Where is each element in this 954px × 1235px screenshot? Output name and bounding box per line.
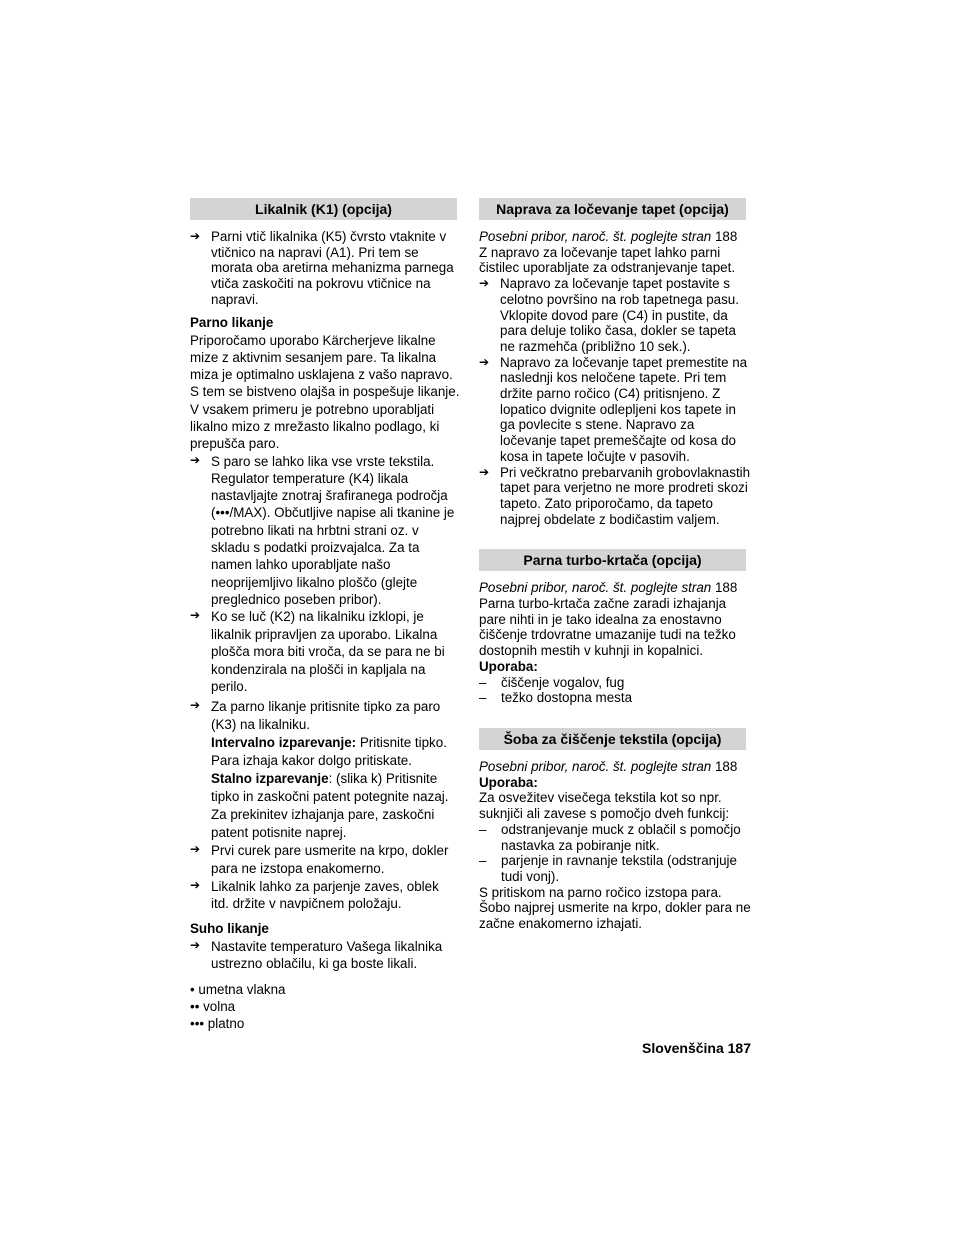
item-text: S paro se lahko lika vse vrste tekstila. Regulator temperature (K4) likala nastavljajte znotraj šrafiranega področja (•••/MAX). Občutljive napise ali tkanine je potrebno likati na hrbtni strani oz. v skladu s podatki proizvajalca. Za ta namen lahko uporabljate našo neoprijemljivo likalno ploščo (glejte preglednico poseben pribor). [211,453,455,607]
dash-bullet: – [479,674,487,690]
item-text: Parni vtič likalnika (K5) čvrsto vtaknite v vtičnico na napravi (A1). Pri tem se morata oba aretirna mehanizma parnega vtiča zaskočiti na pokrovu vtičnice na napravi. [211,229,454,307]
list-item [190,842,460,878]
paragraph: Parna turbo-krtača začne zaradi izhajanja pare nihti in je tako idealna za enostavno čiščenje trdovratne umazanije tudi na težko dostopnih mestih v kuhnji in kopalnici. [479,596,736,659]
item-text: Likalnik lahko za parjenje zaves, oblek itd. držite v navpičnem položaju. [211,878,439,911]
paragraph: Priporočamo uporabo Kärcherjeve likalne mize z aktivnim sesanjem pare. Ta likalna miza je optimalno usklajena z vašo napravo. S tem se bistveno olajša in pospešuje likanje. V vsakem primeru je potrebno uporabljati likalno mizo z mrežasto likalno podlago, ki prepušča paro. [190,332,460,452]
subheading-dry-ironing: Suho likanje [190,920,269,936]
paragraph [211,770,460,842]
dash-bullet: – [479,690,487,706]
arrow-right-icon: ➔ [479,464,490,479]
item-text-group [211,698,460,842]
arrow-right-icon: ➔ [190,937,201,952]
arrow-right-icon: ➔ [190,452,201,467]
paragraph: Šobo najprej usmerite na krpo, dokler para ne začne enakomerno izhajati. [479,900,751,932]
list-item [479,355,751,465]
paragraph [211,734,460,770]
paragraph: Z napravo za ločevanje tapet lahko parni čistilec uporabljate za odstranjevanje tapet. [479,244,736,276]
item-text: parjenje in ravnanje tekstila (odstranjuje tudi vonj). [501,853,737,884]
item-text: Napravo za ločevanje tapet postavite s celotno površino na rob tapetnega pasu. Vklopite dovod pare (C4) in pustite, da para deluje toliko časa, dokler se tapeta ne razmehča (približno 10 sek.). [500,276,739,354]
accessory-note [479,580,751,596]
section-heading-textile-nozzle: Šoba za čiščenje tekstila (opcija) [479,728,746,750]
accessory-note [479,229,751,245]
subheading-steam-ironing: Parno likanje [190,314,274,330]
list-item [479,465,751,528]
arrow-right-icon: ➔ [479,276,490,291]
item-text: Prvi curek pare usmerite na krpo, dokler para ne izstopa enakomerno. [211,842,449,876]
arrow-right-icon: ➔ [190,697,201,712]
paragraph: S pritiskom na parno ročico izstopa para. [479,884,722,900]
label-interval: Intervalno izparevanje: [211,734,357,750]
list-item [479,690,751,706]
item-text: Napravo za ločevanje tapet premestite na naslednji kos neločene tapete. Pri tem držite parno ročico (C4) pritisnjeno. Z lopatico dvignite odlepljeni kos tapete in ga povlecite s stene. Napravo za ločevanje tapet premeščajte od kosa do kosa in tapete ločujte v pasovih. [500,354,748,464]
accessory-page: 188 [711,229,738,244]
item-text: čiščenje vogalov, fug [501,674,625,690]
arrow-right-icon: ➔ [190,841,201,856]
list-item [190,608,460,696]
fabric-setting-3: ••• platno [190,1015,245,1031]
accessory-note-text: Posebni pribor, naroč. št. poglejte stran [479,229,712,244]
text-continuous: : (slika k) Pritisnite tipko in zaskočni patent potegnite nazaj. Za prekinitev izhajanja pare, zaskočni patent potisnite naprej. [211,770,449,840]
accessory-note [479,759,751,775]
accessory-page: 188 [711,580,738,596]
item-text: Ko se luč (K2) na likalniku izklopi, je likalnik pripravljen za uporabo. Likalna plošča mora biti vroča, da se para ne bi kondenzirala na plošči in kapljala na perilo. [211,609,445,695]
section-heading-ironing: Likalnik (K1) (opcija) [190,198,457,220]
arrow-right-icon: ➔ [190,229,201,243]
fabric-setting-2: •• volna [190,998,236,1014]
item-text: Nastavite temperaturo Vašega likalnika ustrezno oblačilu, ki ga boste likali. [211,938,443,971]
fabric-setting-1: • umetna vlakna [190,981,286,997]
list-item [479,675,751,691]
subheading-usage: Uporaba: [479,774,538,790]
list-item [190,878,460,912]
list-item [190,698,460,842]
accessory-note-text: Posebni pribor, naroč. št. poglejte stran [479,580,712,596]
label-continuous: Stalno izparevanje [211,770,329,786]
item-text: Pri večkratno prebarvanih grobovlaknastih tapet para verjetno ne more prodreti skozi tapeto. Zato priporočamo, da tapeto najprej obdelate z bodičastim valjem. [500,464,751,527]
arrow-right-icon: ➔ [190,877,201,892]
list-item [190,229,460,308]
paragraph: Za osvežitev visečega tekstila kot so npr. suknjiči ali zavese s pomočjo dveh funkcij: [479,790,730,822]
page-footer: Slovenščina 187 [642,1040,751,1056]
text-interval: Pritisnite tipko. Para izhaja kakor dolgo pritiskate. [211,734,447,768]
list-item [479,822,751,853]
item-text: težko dostopna mesta [501,690,633,706]
arrow-right-icon: ➔ [190,608,201,623]
section-heading-turbo-brush: Parna turbo-krtača (opcija) [479,549,746,571]
accessory-note-text: Posebni pribor, naroč. št. poglejte stran [479,758,712,774]
list-item [479,276,751,355]
arrow-right-icon: ➔ [479,354,490,369]
left-column [190,198,460,1032]
item-text: Za parno likanje pritisnite tipko za paro (K3) na likalniku. [211,698,441,732]
right-column [479,198,751,932]
item-text: odstranjevanje muck z oblačil s pomočjo nastavka za pobiranje nitk. [501,821,741,853]
dash-bullet: – [479,853,487,869]
list-item [190,453,460,609]
subheading-usage: Uporaba: [479,658,538,674]
accessory-page: 188 [711,758,738,774]
list-item [479,853,751,884]
section-heading-wallpaper: Naprava za ločevanje tapet (opcija) [479,198,746,220]
dash-bullet: – [479,821,487,837]
list-item [190,938,460,972]
